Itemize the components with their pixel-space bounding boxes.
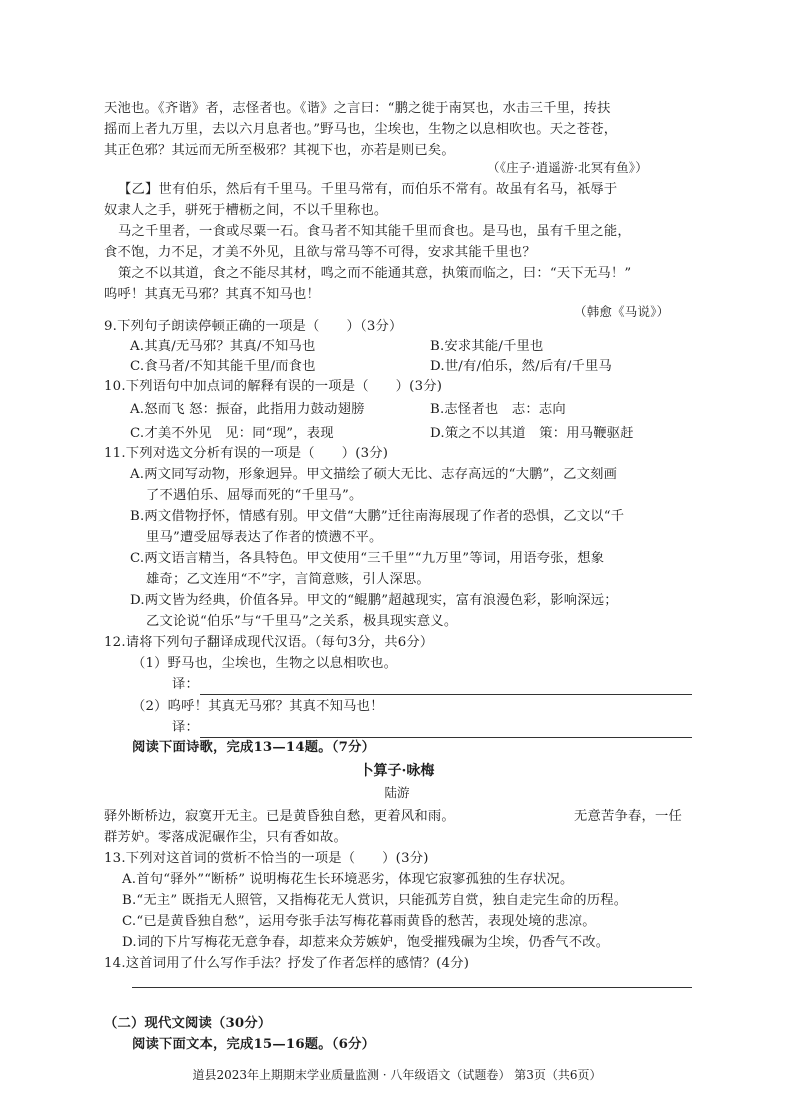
passage-yi-line-6: 呜呼！其真无马邪？其真不知马也！ (104, 287, 320, 302)
passage-yi-line-4: 食不饱，力不足，才美不外见，且欲与常马等不可得，安求其能千里也？ (104, 245, 536, 260)
poem-line-1: 驿外断桥边，寂寞开无主。已是黄昏独自愁，更着风和雨。 (104, 809, 455, 824)
q9-option-b: B.安求其能/千里也 (430, 339, 544, 354)
q11-stem: 11.下列对选文分析有误的一项是（ ）(3分) (104, 446, 389, 461)
q14-answer-line[interactable] (132, 987, 692, 988)
q12-translation-1-label: 译： (172, 677, 199, 692)
q9-stem: 9.下列句子朗读停顿正确的一项是（ ）（3分） (104, 319, 403, 334)
q9-option-a: A.其真/无马邪？其真/不知马也 (130, 339, 316, 354)
q13-option-a: A.首句“驿外”“断桥” 说明梅花生长环境恶劣，体现它寂寥孤独的生存状况。 (122, 872, 574, 887)
q10-option-c: C.才美不外见 见：同“现”，表现 (130, 426, 334, 441)
q11-option-d-line-1: D.两文皆为经典，价值各异。甲文的“鲲鹏”超越现实，富有浪漫色彩，影响深远； (130, 593, 618, 608)
q11-option-b-line-2: 里马”遭受屈辱表达了作者的愤懑不平。 (146, 530, 383, 545)
passage-yi-line-2: 奴隶人之手，骈死于槽枥之间，不以千里称也。 (104, 203, 388, 218)
q11-option-d-line-2: 乙文论说“伯乐”与“千里马”之关系，极具现实意义。 (146, 614, 458, 629)
passage-yi-line-1: 【乙】世有伯乐，然后有千里马。千里马常有，而伯乐不常有。故虽有名马，祇辱于 (118, 182, 618, 197)
poem-intro: 阅读下面诗歌，完成13—14题。（7分） (132, 740, 376, 755)
q11-option-c-line-1: C.两文语言精当，各具特色。甲文使用“三千里”“九万里”等词，用语夸张，想象 (130, 551, 605, 566)
q9-option-d: D.世/有/伯乐，然/后有/千里马 (430, 359, 612, 374)
passage-jia-line-3: 其正色邪？其远而无所至极邪？其视下也，亦若是则已矣。 (104, 143, 455, 158)
q11-option-a-line-2: 了不遇伯乐、屈辱而死的“千里马”。 (146, 488, 363, 503)
q13-stem: 13.下列对这首词的赏析不恰当的一项是（ ）(3分) (104, 851, 429, 866)
q11-option-c-line-2: 雄奇；乙文连用“不”字，言简意赅，引人深思。 (146, 572, 430, 587)
poem-author: 陆游 (384, 785, 410, 800)
q13-option-d: D.词的下片写梅花无意争春，却惹来众芳嫉妒，饱受摧残碾为尘埃，仍香气不改。 (122, 935, 610, 950)
section-2-intro: 阅读下面文本，完成15—16题。（6分） (132, 1037, 376, 1052)
page-footer: 道县2023年上期期末学业质量监测 · 八年级语文（试题卷） 第3页（共6页） (192, 1068, 602, 1082)
q12-sentence-1: （1）野马也，尘埃也，生物之以息相吹也。 (132, 656, 398, 671)
poem-line-1-end: 无意苦争春，一任 (574, 809, 682, 824)
q11-option-a-line-1: A.两文同写动物，形象迥异。甲文描绘了硕大无比、志存高远的“大鹏”，乙文刻画 (130, 467, 618, 482)
q10-stem: 10.下列语句中加点词的解释有误的一项是（ ）(3分) (104, 379, 443, 394)
q12-stem: 12.请将下列句子翻译成现代汉语。（每句3分，共6分） (104, 635, 434, 650)
passage-jia-line-2: 摇而上者九万里，去以六月息者也。”野马也，尘埃也，生物之以息相吹也。天之苍苍， (104, 122, 618, 137)
poem-title: 卜算子·咏梅 (359, 763, 435, 779)
section-2-title: （二）现代文阅读（30分） (104, 1016, 272, 1031)
q11-option-b-line-1: B.两文借物抒怀，情感有别。甲文借“大鹏”迁往南海展现了作者的恐惧，乙文以“千 (130, 509, 625, 524)
q12-answer-line-1[interactable] (200, 694, 692, 695)
q10-option-a: A.怒而飞 怒：振奋，此指用力鼓动翅膀 (130, 402, 365, 417)
q9-option-c: C.食马者/不知其能千里/而食也 (130, 359, 316, 374)
q13-option-b: B.“无主” 既指无人照管，又指梅花无人赏识，只能孤芳自赏，独自走完生命的历程。 (122, 893, 628, 908)
q10-option-d: D.策之不以其道 策：用马鞭驱赶 (430, 426, 634, 441)
passage-jia-line-1: 天池也。《齐谐》者，志怪者也。《谐》之言曰：“鹏之徙于南冥也，水击三千里，抟扶 (104, 101, 611, 116)
q12-sentence-2: （2）呜呼！其真无马邪？其真不知马也！ (132, 699, 384, 714)
poem-line-2: 群芳妒。零落成泥碾作尘，只有香如故。 (104, 830, 347, 845)
source-yi: （韩愈《马说》） (574, 304, 670, 319)
q10-option-b: B.志怪者也 志：志向 (430, 402, 566, 417)
q12-translation-2-label: 译： (172, 720, 199, 735)
passage-yi-line-5: 策之不以其道，食之不能尽其材，鸣之而不能通其意，执策而临之，曰：“天下无马！” (118, 266, 632, 281)
q14-stem: 14.这首词用了什么写作手法？抒发了作者怎样的感情？(4分) (104, 956, 470, 971)
source-jia: （《庄子·逍遥游·北冥有鱼》） (487, 160, 648, 175)
passage-yi-line-3: 马之千里者，一食或尽粟一石。食马者不知其能千里而食也。是马也，虽有千里之能， (118, 224, 631, 239)
q13-option-c: C.“已是黄昏独自愁”，运用夸张手法写梅花暮雨黄昏的愁苦，表现处境的悲凉。 (122, 914, 596, 929)
